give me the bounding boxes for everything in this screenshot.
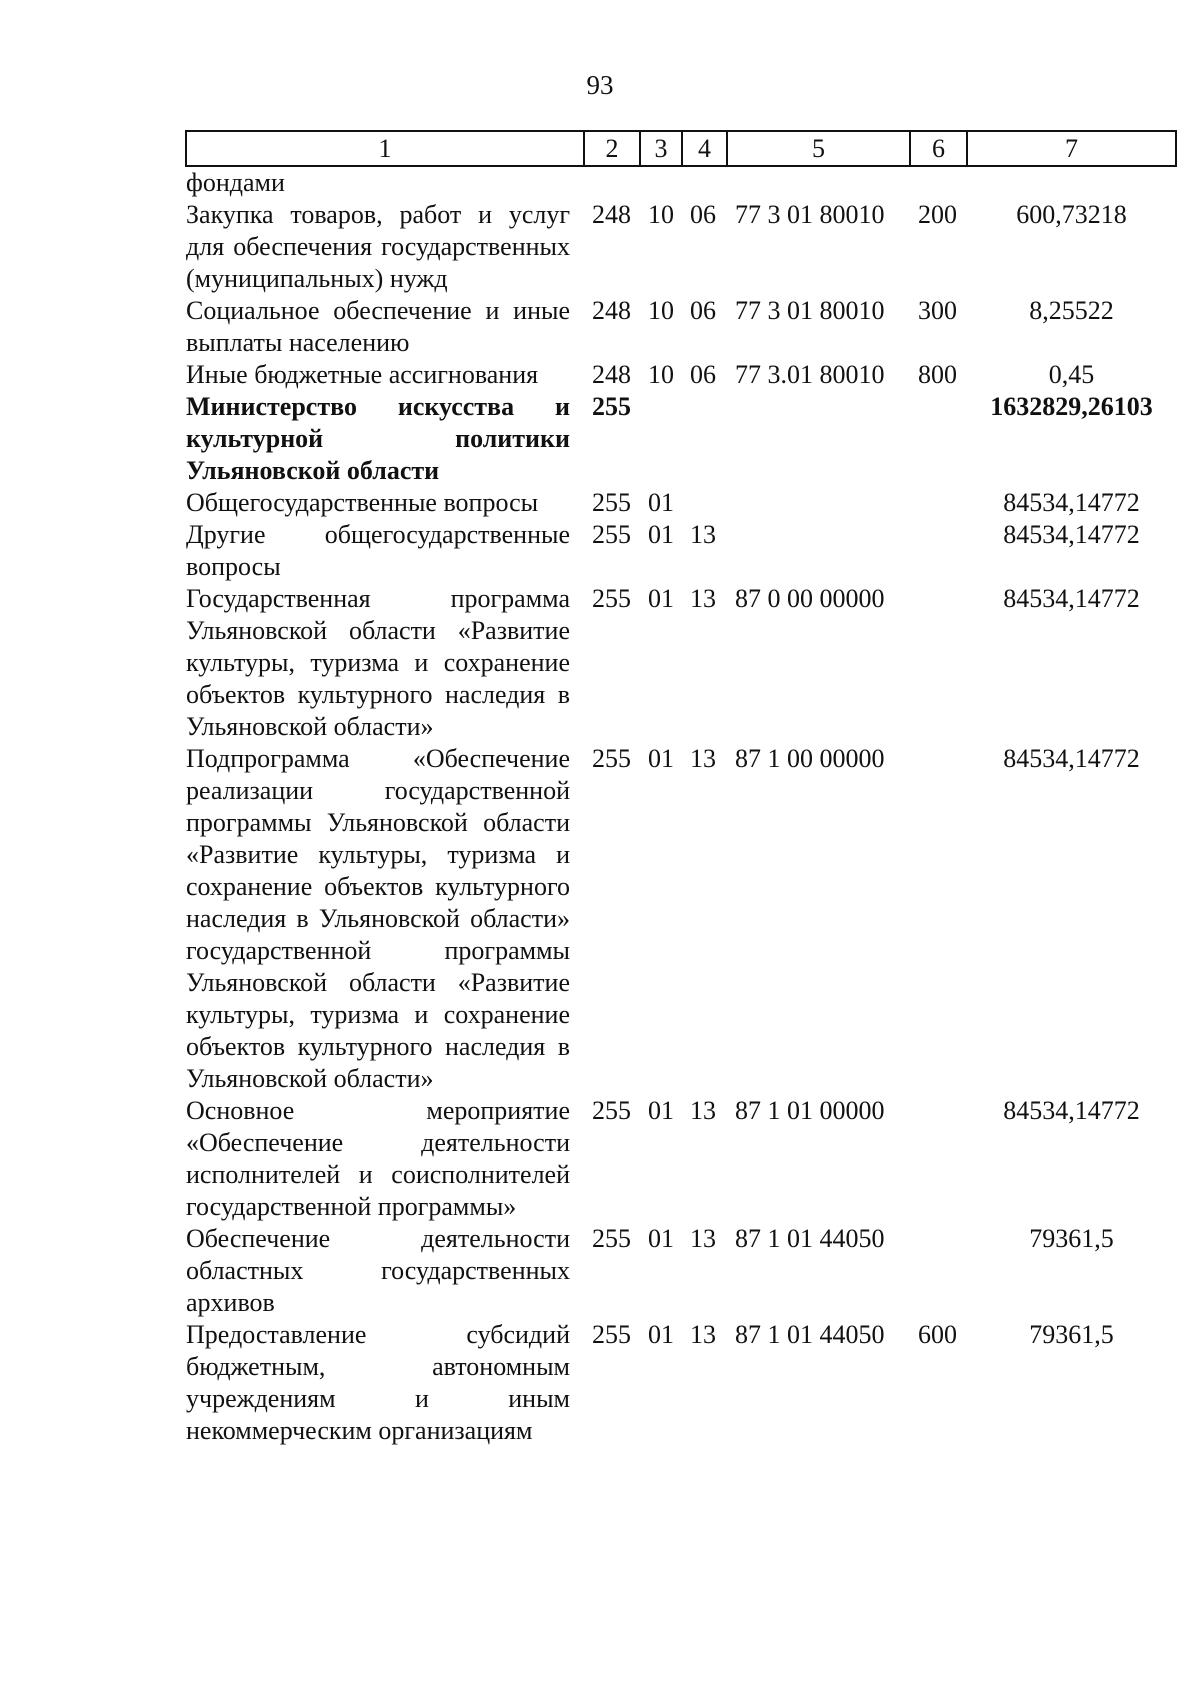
column-header: 7 bbox=[967, 131, 1176, 166]
code-ministry: 255 bbox=[592, 1320, 631, 1349]
code-section: 01 bbox=[648, 744, 674, 773]
code-expense-type bbox=[910, 583, 967, 743]
code-section: 10 bbox=[648, 360, 674, 389]
column-header: 5 bbox=[727, 131, 910, 166]
code-expense-type bbox=[910, 166, 967, 199]
amount: 84534,14772 bbox=[1003, 584, 1140, 613]
table-row bbox=[186, 583, 1176, 743]
table-row bbox=[186, 295, 1176, 359]
code-ministry: 255 bbox=[592, 584, 631, 613]
amount: 84534,14772 bbox=[1003, 1096, 1140, 1125]
code-target-article bbox=[727, 391, 910, 487]
row-name: Министерство искусства и культурной политики Ульяновской области bbox=[186, 392, 570, 485]
code-target-article: 77 3 01 80010 bbox=[735, 296, 885, 325]
code-subsection: 06 bbox=[690, 296, 716, 325]
row-name: Обеспечение деятельности областных государственных архивов bbox=[186, 1224, 570, 1317]
code-section: 01 bbox=[648, 1320, 674, 1349]
row-name: Предоставление субсидий бюджетным, автономным учреждениям и иным некоммерческим организациям bbox=[186, 1320, 570, 1445]
table-row bbox=[186, 519, 1176, 583]
code-expense-type bbox=[910, 391, 967, 487]
code-expense-type: 800 bbox=[918, 360, 957, 389]
code-subsection bbox=[682, 487, 727, 519]
code-section: 01 bbox=[648, 584, 674, 613]
amount: 79361,5 bbox=[1029, 1224, 1114, 1253]
code-target-article: 87 0 00 00000 bbox=[735, 584, 885, 613]
code-ministry: 255 bbox=[592, 744, 631, 773]
amount bbox=[967, 166, 1176, 199]
code-target-article: 87 1 01 00000 bbox=[735, 1096, 885, 1125]
table-header bbox=[186, 131, 1176, 166]
column-header: 3 bbox=[640, 131, 682, 166]
budget-table bbox=[185, 130, 1177, 1447]
code-ministry: 255 bbox=[592, 1096, 631, 1125]
column-header: 4 bbox=[682, 131, 727, 166]
code-subsection bbox=[682, 166, 727, 199]
row-name: Другие общегосударственные вопросы bbox=[186, 520, 570, 581]
code-subsection: 13 bbox=[690, 1224, 716, 1253]
code-target-article: 87 1 01 44050 bbox=[735, 1224, 885, 1253]
amount: 79361,5 bbox=[1029, 1320, 1114, 1349]
code-section: 01 bbox=[648, 488, 674, 517]
code-ministry: 255 bbox=[592, 520, 631, 549]
table-row bbox=[186, 743, 1176, 1095]
code-ministry bbox=[584, 166, 640, 199]
row-name: Основное мероприятие «Обеспечение деятельности исполнителей и соисполнителей государственной программы» bbox=[186, 1096, 570, 1221]
row-name: Подпрограмма «Обеспечение реализации государственной программы Ульяновской области «Развитие культуры, туризма и сохранение объектов культурного наследия в Ульяновской области» государственной программы Ульяновской области «Развитие культуры, туризма и сохранение объектов культурного наследия в Ульяновской области» bbox=[186, 744, 570, 1093]
row-name: Закупка товаров, работ и услуг для обеспечения государственных (муниципальных) нужд bbox=[186, 200, 570, 293]
code-subsection: 13 bbox=[690, 744, 716, 773]
code-section: 01 bbox=[648, 1224, 674, 1253]
code-section: 10 bbox=[648, 200, 674, 229]
code-target-article bbox=[727, 487, 910, 519]
table-row bbox=[186, 487, 1176, 519]
code-expense-type bbox=[910, 743, 967, 1095]
column-header: 6 bbox=[910, 131, 967, 166]
code-section bbox=[640, 166, 682, 199]
row-name: Социальное обеспечение и иные выплаты населению bbox=[186, 296, 570, 357]
code-subsection: 06 bbox=[690, 200, 716, 229]
code-section: 01 bbox=[648, 520, 674, 549]
amount: 84534,14772 bbox=[1003, 744, 1140, 773]
header-row bbox=[186, 131, 1176, 166]
code-expense-type bbox=[910, 519, 967, 583]
code-target-article bbox=[727, 519, 910, 583]
code-expense-type bbox=[910, 487, 967, 519]
code-target-article: 87 1 00 00000 bbox=[735, 744, 885, 773]
row-name: Общегосударственные вопросы bbox=[186, 488, 539, 517]
code-subsection: 13 bbox=[690, 1096, 716, 1125]
budget-table-container bbox=[185, 130, 1175, 1447]
code-section bbox=[640, 391, 682, 487]
code-ministry: 248 bbox=[592, 360, 631, 389]
table-row bbox=[186, 359, 1176, 391]
code-ministry: 255 bbox=[592, 488, 631, 517]
column-header: 2 bbox=[584, 131, 640, 166]
table-body bbox=[186, 166, 1176, 1447]
table-row bbox=[186, 1095, 1176, 1223]
code-subsection bbox=[682, 391, 727, 487]
table-row bbox=[186, 391, 1176, 487]
table-row bbox=[186, 1319, 1176, 1447]
row-name: Государственная программа Ульяновской области «Развитие культуры, туризма и сохранение объектов культурного наследия в Ульяновской области» bbox=[186, 584, 570, 741]
code-expense-type: 600 bbox=[918, 1320, 957, 1349]
column-header: 1 bbox=[186, 131, 584, 166]
code-target-article: 77 3.01 80010 bbox=[735, 360, 885, 389]
code-target-article bbox=[727, 166, 910, 199]
amount: 84534,14772 bbox=[1003, 488, 1140, 517]
table-row bbox=[186, 199, 1176, 295]
code-ministry: 248 bbox=[592, 200, 631, 229]
row-name: Иные бюджетные ассигнования bbox=[186, 360, 539, 389]
code-expense-type: 200 bbox=[918, 200, 957, 229]
code-subsection: 06 bbox=[690, 360, 716, 389]
code-ministry: 248 bbox=[592, 296, 631, 325]
code-target-article: 87 1 01 44050 bbox=[735, 1320, 885, 1349]
code-section: 01 bbox=[648, 1096, 674, 1125]
code-subsection: 13 bbox=[690, 520, 716, 549]
table-row bbox=[186, 166, 1176, 199]
code-ministry: 255 bbox=[592, 392, 631, 421]
amount: 600,73218 bbox=[1016, 200, 1127, 229]
code-expense-type bbox=[910, 1223, 967, 1319]
code-target-article: 77 3 01 80010 bbox=[735, 200, 885, 229]
code-subsection: 13 bbox=[690, 584, 716, 613]
code-expense-type bbox=[910, 1095, 967, 1223]
row-name: фондами bbox=[186, 168, 285, 197]
code-expense-type: 300 bbox=[918, 296, 957, 325]
table-row bbox=[186, 1223, 1176, 1319]
code-subsection: 13 bbox=[690, 1320, 716, 1349]
amount: 1632829,26103 bbox=[990, 392, 1153, 421]
amount: 0,45 bbox=[1048, 360, 1095, 389]
amount: 84534,14772 bbox=[1003, 520, 1140, 549]
amount: 8,25522 bbox=[1029, 296, 1114, 325]
code-section: 10 bbox=[648, 296, 674, 325]
page-number: 93 bbox=[586, 70, 614, 100]
code-ministry: 255 bbox=[592, 1224, 631, 1253]
